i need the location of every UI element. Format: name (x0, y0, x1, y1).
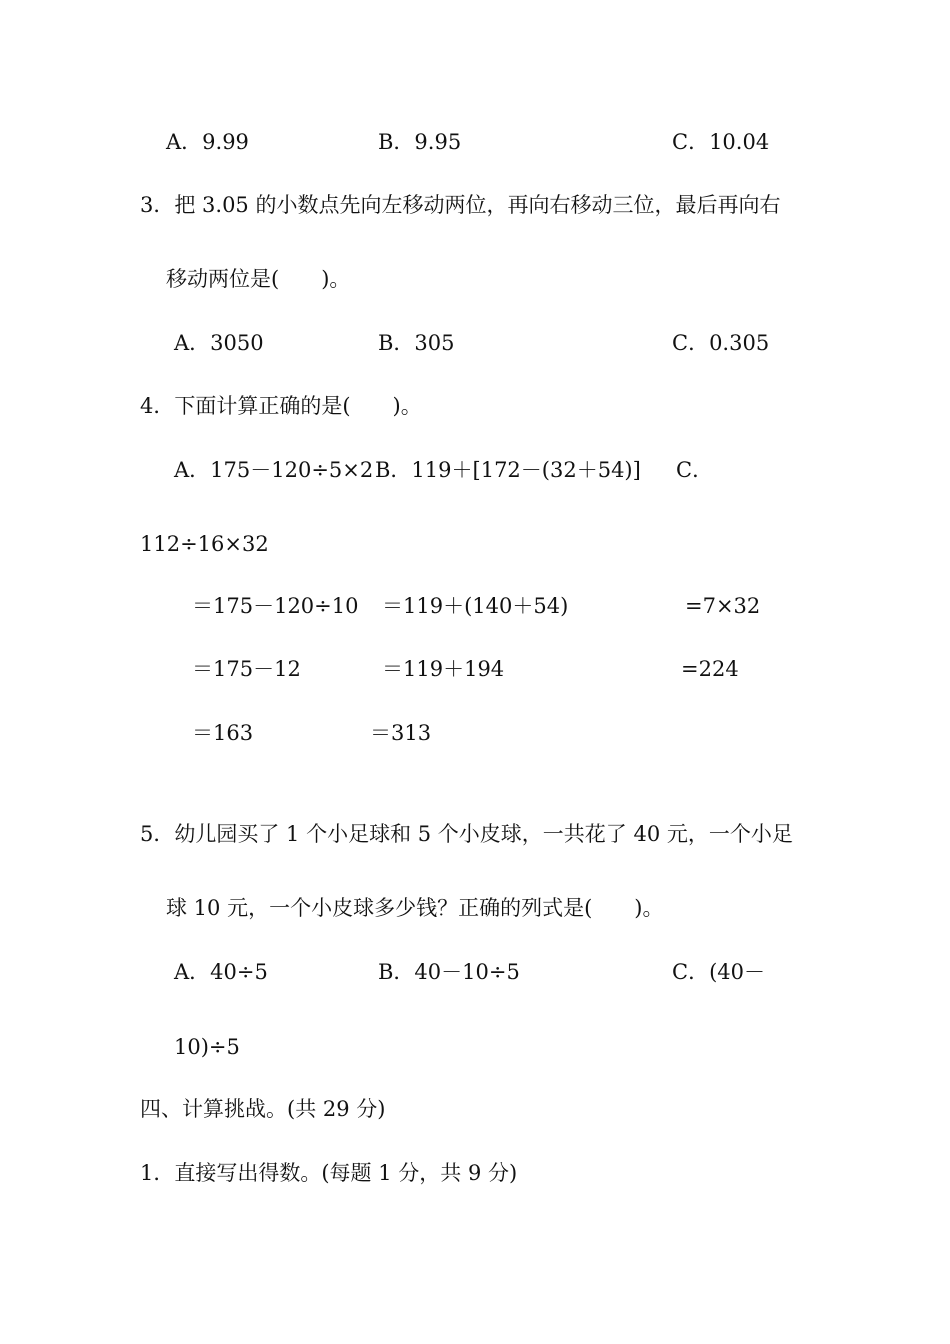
q2-option-b: B．9.95 (378, 130, 462, 154)
q4-a-step: ＝175－12 (192, 657, 301, 681)
q4-text: 4．下面计算正确的是( )。 (140, 394, 422, 418)
q2-option-a: A．9.99 (166, 130, 249, 154)
q4-option-a: A．175－120÷5×2 (174, 458, 374, 482)
q5-text-line1: 5．幼儿园买了 1 个小足球和 5 个小皮球，一共花了 40 元，一个小足 (140, 822, 793, 846)
q3-option-b: B．305 (378, 331, 455, 355)
section-heading: 四、计算挑战。(共 29 分) (140, 1097, 386, 1121)
q4-option-c: C． (676, 458, 714, 482)
q5-text-line2: 球 10 元，一个小皮球多少钱？正确的列式是( )。 (166, 896, 664, 920)
q2-option-c: C．10.04 (672, 130, 770, 154)
q4-b-step: ＝313 (370, 721, 432, 745)
q4-a-step: ＝175－120÷10 (192, 594, 359, 618)
q4-b-step: ＝119＋(140＋54) (382, 594, 569, 618)
q4-c-step: =224 (681, 657, 739, 681)
q5-option-a: A．40÷5 (174, 960, 268, 984)
q5-option-c-continued: 10)÷5 (174, 1035, 240, 1059)
q5-option-c: C．(40－ (672, 960, 765, 984)
q3-option-a: A．3050 (174, 331, 264, 355)
section4-question1: 1．直接写出得数。(每题 1 分，共 9 分) (140, 1161, 518, 1185)
q5-option-b: B．40－10÷5 (378, 960, 520, 984)
q4-a-step: ＝163 (192, 721, 254, 745)
q4-b-step: ＝119＋194 (382, 657, 505, 681)
q3-text-line1: 3．把 3.05 的小数点先向左移动两位，再向右移动三位，最后再向右 (140, 193, 781, 217)
q4-option-b: B．119＋[172－(32＋54)] (375, 458, 641, 482)
q3-option-c: C．0.305 (672, 331, 770, 355)
q4-c-step: =7×32 (685, 594, 761, 618)
q3-text-line2: 移动两位是( )。 (166, 267, 351, 291)
q4-option-c-expression: 112÷16×32 (140, 532, 269, 556)
